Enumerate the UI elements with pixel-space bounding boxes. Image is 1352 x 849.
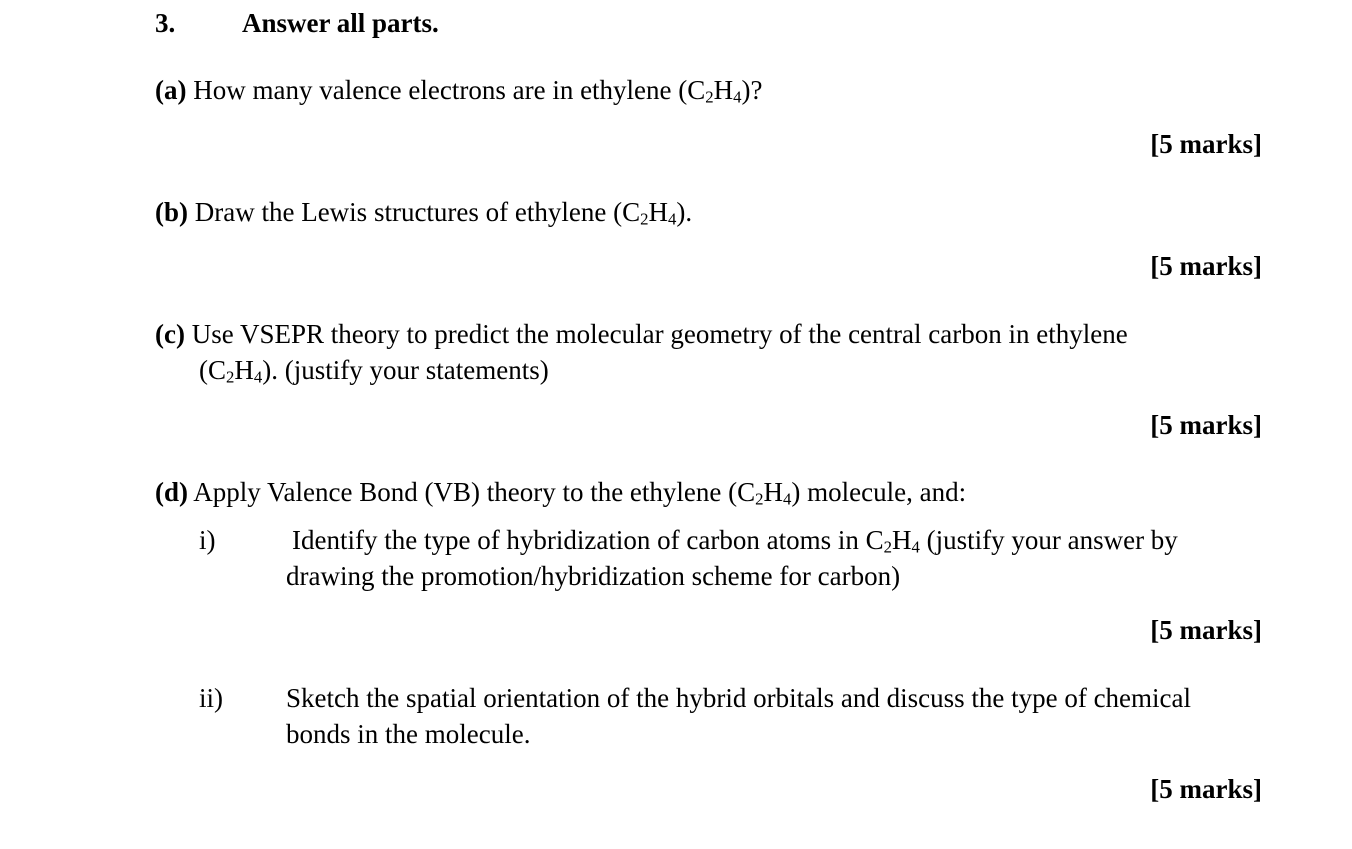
part-d-i-marks: [5 marks] [1150,615,1262,645]
part-c-label: (c) [155,319,185,349]
part-c-line2: $(C_2H_4)$. (justify your statements) [199,355,549,387]
part-d-i-label: i) [199,525,216,555]
part-d-i-line1: Identify the type of hybridization of carbon atoms in $C_2H_4$ (justify your answer by [292,525,1178,557]
part-b [155,197,693,229]
part-d-ii-line2: bonds in the molecule. [286,719,531,749]
part-c-line1: Use VSEPR theory to predict the molecular geometry of the central carbon in ethylene [191,319,1128,349]
part-b-label: (b) [155,197,188,227]
part-d-i-line2: drawing the promotion/hybridization scheme for carbon) [286,561,901,591]
part-a-text: How many valence electrons are in ethylene $(C_2H_4)$? [193,75,763,107]
part-a [155,75,763,107]
question-number: 3. [155,8,176,38]
part-c-marks: [5 marks] [1150,410,1262,440]
part-c [155,321,1128,348]
part-a-marks: [5 marks] [1150,129,1262,159]
part-d-ii-line1: Sketch the spatial orientation of the hybrid orbitals and discuss the type of chemical [286,683,1192,713]
part-a-label: (a) [155,75,187,105]
question-instruction: Answer all parts. [242,8,439,38]
part-d [155,477,967,509]
part-d-text: Apply Valence Bond (VB) theory to the ethylene $(C_2H_4)$ molecule, and: [193,477,967,509]
part-b-marks: [5 marks] [1150,251,1262,281]
part-b-text: Draw the Lewis structures of ethylene $(C_2H_4)$. [194,197,693,229]
part-d-ii-marks: [5 marks] [1150,774,1262,804]
part-d-label: (d) [155,477,188,507]
part-d-ii-label: ii) [199,683,223,713]
